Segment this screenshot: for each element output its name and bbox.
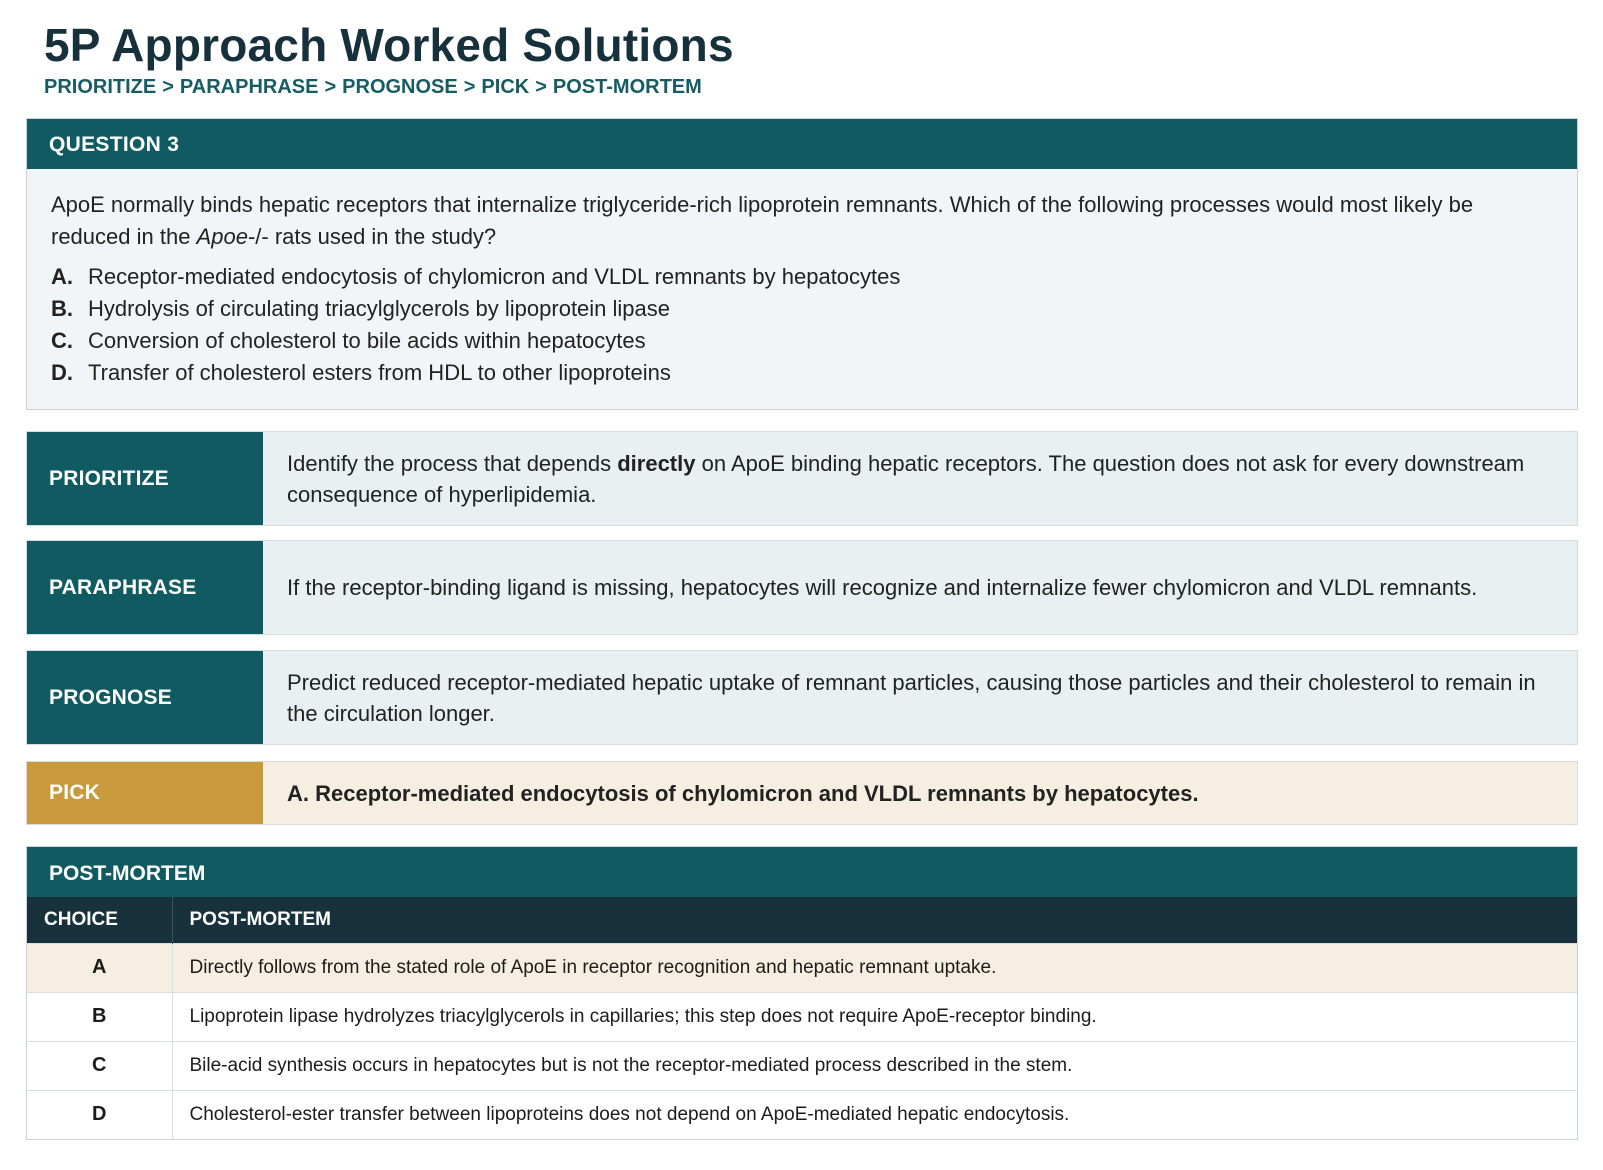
choice-cell: B <box>27 992 172 1041</box>
step-text-part: on ApoE binding hepatic receptors. The question does not ask for every downstream consequence of hyperlipidemia. <box>287 450 1525 507</box>
breadcrumb-prognose: PROGNOSE <box>342 76 458 98</box>
page-title: 5P Approach Worked Solutions <box>44 19 734 71</box>
breadcrumb-separator: > <box>463 76 476 98</box>
choice-text: Conversion of cholesterol to bile acids within hepatocytes <box>88 328 646 353</box>
choice-cell: D <box>27 1090 172 1139</box>
steps-breadcrumb <box>44 76 702 99</box>
choice-letter: C. <box>51 328 73 353</box>
choice-text: Hydrolysis of circulating triacylglycerols by lipoprotein lipase <box>88 296 671 321</box>
step-body-pick <box>263 762 1577 824</box>
step-prognose <box>26 650 1578 745</box>
step-pick <box>26 761 1578 825</box>
table-header-row <box>27 897 1577 943</box>
step-text-prioritize <box>287 448 1553 510</box>
step-body-prioritize <box>263 432 1577 525</box>
step-label-paraphrase: PARAPHRASE <box>27 541 263 634</box>
table-row <box>27 1041 1577 1090</box>
table-row <box>27 943 1577 992</box>
choice-text: Transfer of cholesterol esters from HDL to other lipoproteins <box>88 360 671 385</box>
post-mortem-card <box>26 846 1578 1140</box>
answer-choice-a <box>51 261 1553 293</box>
post-mortem-label: POST-MORTEM <box>27 847 1577 897</box>
answer-choices <box>27 253 1577 389</box>
choice-letter: A. <box>51 264 73 289</box>
choice-letter: B. <box>51 296 73 321</box>
answer-choice-b <box>51 293 1553 325</box>
question-stem <box>27 169 1577 253</box>
step-text-part: Identify the process that depends <box>287 450 618 476</box>
question-card <box>26 118 1578 410</box>
breadcrumb-prioritize: PRIORITIZE <box>44 76 157 98</box>
question-label: QUESTION 3 <box>27 119 1577 169</box>
column-header-post-mortem: POST-MORTEM <box>172 897 1577 943</box>
step-label-prioritize: PRIORITIZE <box>27 432 263 525</box>
breadcrumb-separator: > <box>162 76 174 98</box>
question-stem-text-end: -/- rats used in the study? <box>247 224 497 249</box>
answer-choice-c <box>51 325 1553 357</box>
post-mortem-table <box>27 897 1577 1139</box>
picked-answer: A. Receptor-mediated endocytosis of chylomicron and VLDL remnants by hepatocytes. <box>287 780 1199 806</box>
breadcrumb-separator: > <box>324 76 337 98</box>
choice-cell: C <box>27 1041 172 1090</box>
step-paraphrase <box>26 540 1578 635</box>
table-row <box>27 992 1577 1041</box>
table-row <box>27 1090 1577 1139</box>
question-stem-gene: Apoe <box>196 224 248 249</box>
column-header-choice: CHOICE <box>27 897 172 943</box>
step-prioritize <box>26 431 1578 526</box>
step-label-pick: PICK <box>27 762 263 824</box>
explanation-cell: Lipoprotein lipase hydrolyzes triacylglycerols in capillaries; this step does not require ApoE-receptor binding. <box>172 992 1577 1041</box>
choice-letter: D. <box>51 360 73 385</box>
step-text-emphasis: directly <box>617 450 696 476</box>
breadcrumb-pick: PICK <box>481 76 530 98</box>
breadcrumb-paraphrase: PARAPHRASE <box>179 76 319 98</box>
question-stem-text: ApoE normally binds hepatic receptors that internalize triglyceride-rich lipoprotein remnants. Which of the following processes would most likely be reduced in the <box>51 192 1474 249</box>
step-text-prognose: Predict reduced receptor-mediated hepatic uptake of remnant particles, causing those particles and their cholesterol to remain in the circulation longer. <box>287 669 1536 726</box>
answer-choice-d <box>51 357 1553 389</box>
step-body-paraphrase <box>263 541 1577 634</box>
step-text-paraphrase: If the receptor-binding ligand is missing, hepatocytes will recognize and internalize fewer chylomicron and VLDL remnants. <box>287 575 1478 600</box>
explanation-cell: Bile-acid synthesis occurs in hepatocytes but is not the receptor-mediated process described in the stem. <box>172 1041 1577 1090</box>
choice-cell: A <box>27 943 172 992</box>
breadcrumb-separator: > <box>535 76 547 98</box>
step-label-prognose: PROGNOSE <box>27 651 263 744</box>
explanation-cell: Directly follows from the stated role of ApoE in receptor recognition and hepatic remnant uptake. <box>172 943 1577 992</box>
step-body-prognose <box>263 651 1577 744</box>
explanation-cell: Cholesterol-ester transfer between lipoproteins does not depend on ApoE-mediated hepatic endocytosis. <box>172 1090 1577 1139</box>
breadcrumb-post-mortem: POST-MORTEM <box>552 76 702 98</box>
choice-text: Receptor-mediated endocytosis of chylomicron and VLDL remnants by hepatocytes <box>88 264 901 289</box>
